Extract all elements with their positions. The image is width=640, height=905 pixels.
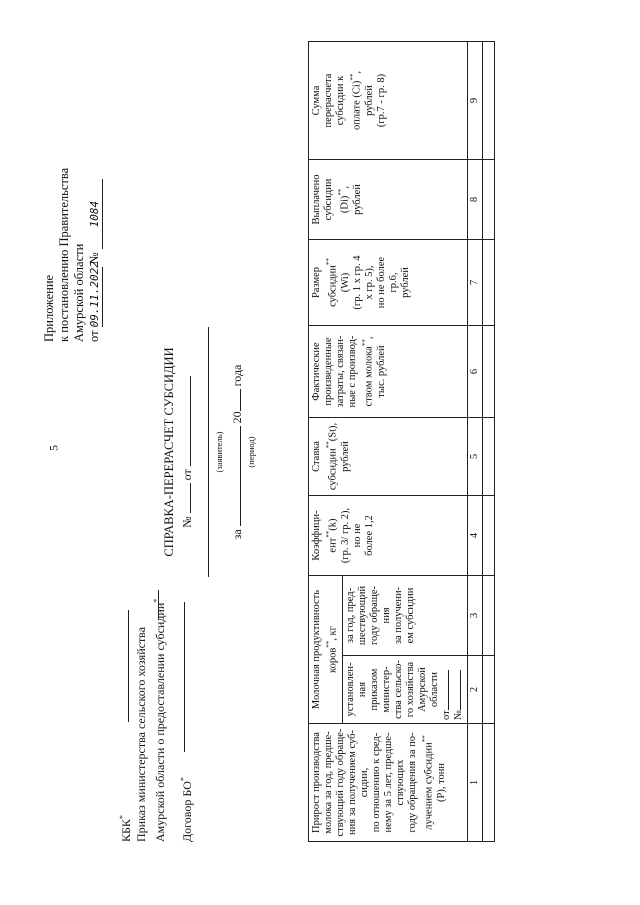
kbk-underline: [128, 610, 129, 722]
date-prefix: от: [87, 330, 101, 342]
year-mid: 20: [230, 411, 244, 424]
contract-label: Договор БО: [180, 781, 194, 842]
page-number: 5: [46, 445, 61, 451]
empty-cell: [482, 326, 494, 418]
contract-line: Договор БО*: [179, 777, 194, 842]
col-number-9: 9: [467, 42, 482, 160]
col-number-1: 1: [467, 724, 482, 842]
col-number-2: 2: [467, 656, 482, 724]
empty-cell: [482, 418, 494, 496]
form-title: СПРАВКА-ПЕРЕРАСЧЕТ СУБСИДИИ: [162, 347, 176, 557]
order-line2-wrap: Амурской области о предоставлении субсидии*: [152, 598, 167, 842]
col-number-5: 5: [467, 418, 482, 496]
col8-header: Выплачено субсидии (Di)**, рублей: [309, 160, 468, 240]
applicant-caption: (заявитель): [214, 431, 224, 473]
landscape-sheet: [40, 22, 600, 882]
col7-header: Размер субсидии** (Wi) (гр. 1 х гр. 4 х гр. 5), но не более гр.6, рублей: [309, 240, 468, 326]
col-number-6: 6: [467, 326, 482, 418]
appendix-date-line: [87, 168, 103, 342]
for-label: за: [230, 529, 244, 540]
order-line1: Приказ министерства сельского хозяйства: [134, 626, 148, 842]
col1-header: Прирост производства молока за год, предше- ствующий году обраще- ния за получением суб- сидии, по отношению к сред- нему за 5 лет, предше- ствующих году обращения за по- лучением субсидии** (Р), тонн: [309, 724, 468, 842]
number-from-line: [178, 322, 196, 582]
number-prefix: №: [87, 252, 101, 265]
period-caption: (период): [246, 436, 256, 468]
empty-cell: [482, 656, 494, 724]
from-label: от: [180, 469, 194, 481]
col-number-8: 8: [467, 160, 482, 240]
year-suffix: года: [230, 364, 244, 387]
period-line: [228, 322, 246, 582]
header-row-1: [309, 42, 343, 842]
order-underline: [158, 590, 159, 620]
col-number-4: 4: [467, 496, 482, 576]
empty-cell: [482, 240, 494, 326]
col2-header: установлен- ная приказом министер- ства сельско- го хозяйства Амурской области от №: [342, 656, 467, 724]
appendix-line1: Приложение: [42, 274, 56, 342]
order-line2: Амурской области о предоставлении субсидии: [153, 602, 167, 842]
no-label: №: [180, 516, 194, 528]
kbk-label: КБК: [119, 819, 133, 842]
col3-header: за год, пред- шествующий году обраще- ния за получени- ем субсидии: [342, 576, 467, 656]
contract-underline: [184, 602, 185, 752]
col-number-3: 3: [467, 576, 482, 656]
title-block: [160, 322, 256, 582]
col-number-7: 7: [467, 240, 482, 326]
applicant-line: [197, 327, 209, 577]
empty-cell: [482, 160, 494, 240]
date-handwritten: 09.11.2022: [88, 261, 101, 328]
subsidy-table: [308, 41, 495, 842]
empty-cell: [482, 496, 494, 576]
empty-cell: [482, 724, 494, 842]
column-number-row: [467, 42, 482, 842]
number-handwritten: 1084: [87, 179, 103, 249]
kbk-line: КБК*: [118, 815, 133, 842]
productivity-group-header: Молочная продуктивность коров**, кг: [309, 576, 343, 724]
col9-header: Сумма перерасчета субсидии к оплате (Ci)**, рублей (гр.7 - гр. 8): [309, 42, 468, 160]
left-block: [115, 599, 195, 842]
col5-header: Ставка субсидии**(St), рублей: [309, 418, 468, 496]
appendix-line2: к постановлению Правительства: [57, 167, 71, 342]
col6-header: Фактические произведенные затраты, связан- ные с производ- ством молока**, тыс. рублей: [309, 326, 468, 418]
empty-cell: [482, 42, 494, 160]
appendix-header: [42, 168, 103, 342]
col4-header: Коэффици- ент**(k) (гр. 3/ гр. 2), но не более 1,2: [309, 496, 468, 576]
appendix-line3: Амурской области: [72, 243, 86, 342]
empty-cell: [482, 576, 494, 656]
data-row-empty: [482, 42, 494, 842]
